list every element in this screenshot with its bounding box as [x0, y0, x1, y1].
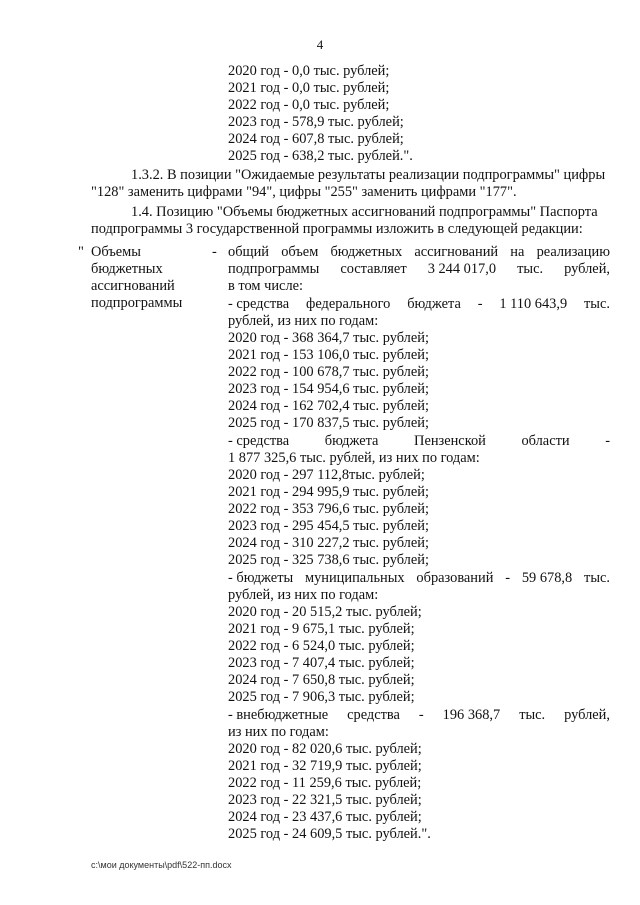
federal-year: 2025 год - 170 837,5 тыс. рублей;	[228, 415, 429, 431]
federal-year: 2024 год - 162 702,4 тыс. рублей;	[228, 398, 429, 414]
federal-line1: - средства федерального бюджета - 1 110 643,9 тыс.	[228, 296, 610, 312]
label-line: бюджетных	[91, 261, 163, 277]
federal-year: 2022 год - 100 678,7 тыс. рублей;	[228, 364, 429, 380]
extrabudget-year: 2020 год - 82 020,6 тыс. рублей;	[228, 741, 422, 757]
regional-line1: - средства бюджета Пензенской области -	[228, 433, 610, 449]
page-number: 4	[316, 37, 324, 52]
extrabudget-year: 2023 год - 22 321,5 тыс. рублей;	[228, 792, 422, 808]
municipal-year: 2020 год - 20 515,2 тыс. рублей;	[228, 604, 422, 620]
total-line2: подпрограммы составляет 3 244 017,0 тыс. рублей,	[228, 261, 610, 277]
top-list-item: 2020 год - 0,0 тыс. рублей;	[228, 63, 390, 79]
extrabudget-year: 2024 год - 23 437,6 тыс. рублей;	[228, 809, 422, 825]
regional-year: 2023 год - 295 454,5 тыс. рублей;	[228, 518, 429, 534]
para-132-line2: "128" заменить цифрами "94", цифры "255" заменить цифрами "177".	[91, 184, 517, 200]
municipal-year: 2022 год - 6 524,0 тыс. рублей;	[228, 638, 415, 654]
extrabudget-line2: из них по годам:	[228, 724, 329, 740]
top-list-item: 2022 год - 0,0 тыс. рублей;	[228, 97, 390, 113]
total-line3: в том числе:	[228, 278, 304, 294]
municipal-year: 2024 год - 7 650,8 тыс. рублей;	[228, 672, 415, 688]
municipal-line2: рублей, из них по годам:	[228, 587, 379, 603]
federal-year: 2020 год - 368 364,7 тыс. рублей;	[228, 330, 429, 346]
regional-line2: 1 877 325,6 тыс. рублей, из них по годам:	[228, 450, 480, 466]
top-list-item: 2024 год - 607,8 тыс. рублей;	[228, 131, 404, 147]
regional-year: 2021 год - 294 995,9 тыс. рублей;	[228, 484, 429, 500]
top-list-item: 2021 год - 0,0 тыс. рублей;	[228, 80, 390, 96]
municipal-year: 2023 год - 7 407,4 тыс. рублей;	[228, 655, 415, 671]
open-quote: "	[78, 244, 84, 260]
municipal-year: 2021 год - 9 675,1 тыс. рублей;	[228, 621, 415, 637]
para-14-line1: 1.4. Позицию "Объемы бюджетных ассигнований подпрограммы" Паспорта	[131, 204, 598, 220]
label-line: подпрограммы	[91, 295, 183, 311]
regional-year: 2024 год - 310 227,2 тыс. рублей;	[228, 535, 429, 551]
label-line: Объемы	[91, 244, 141, 260]
regional-year: 2020 год - 297 112,8тыс. рублей;	[228, 467, 425, 483]
label-dash: -	[212, 244, 217, 260]
regional-year: 2022 год - 353 796,6 тыс. рублей;	[228, 501, 429, 517]
total-line1: общий объем бюджетных ассигнований на реализацию	[228, 244, 610, 260]
extrabudget-line1: - внебюджетные средства - 196 368,7 тыс. рублей,	[228, 707, 610, 723]
extrabudget-year: 2022 год - 11 259,6 тыс. рублей;	[228, 775, 422, 791]
label-line: ассигнований	[91, 278, 175, 294]
municipal-year: 2025 год - 7 906,3 тыс. рублей;	[228, 689, 415, 705]
regional-year: 2025 год - 325 738,6 тыс. рублей;	[228, 552, 429, 568]
top-list-item: 2025 год - 638,2 тыс. рублей.".	[228, 148, 413, 164]
para-132-line1: 1.3.2. В позиции "Ожидаемые результаты реализации подпрограммы" цифры	[131, 167, 606, 183]
federal-line2: рублей, из них по годам:	[228, 313, 379, 329]
extrabudget-year: 2021 год - 32 719,9 тыс. рублей;	[228, 758, 422, 774]
federal-year: 2021 год - 153 106,0 тыс. рублей;	[228, 347, 429, 363]
municipal-line1: - бюджеты муниципальных образований - 59 678,8 тыс.	[228, 570, 610, 586]
footer-file-path: c:\мои документы\pdf\522-пп.docx	[91, 860, 232, 870]
extrabudget-year: 2025 год - 24 609,5 тыс. рублей.".	[228, 826, 431, 842]
top-list-item: 2023 год - 578,9 тыс. рублей;	[228, 114, 404, 130]
federal-year: 2023 год - 154 954,6 тыс. рублей;	[228, 381, 429, 397]
para-14-line2: подпрограммы 3 государственной программы изложить в следующей редакции:	[91, 221, 583, 237]
